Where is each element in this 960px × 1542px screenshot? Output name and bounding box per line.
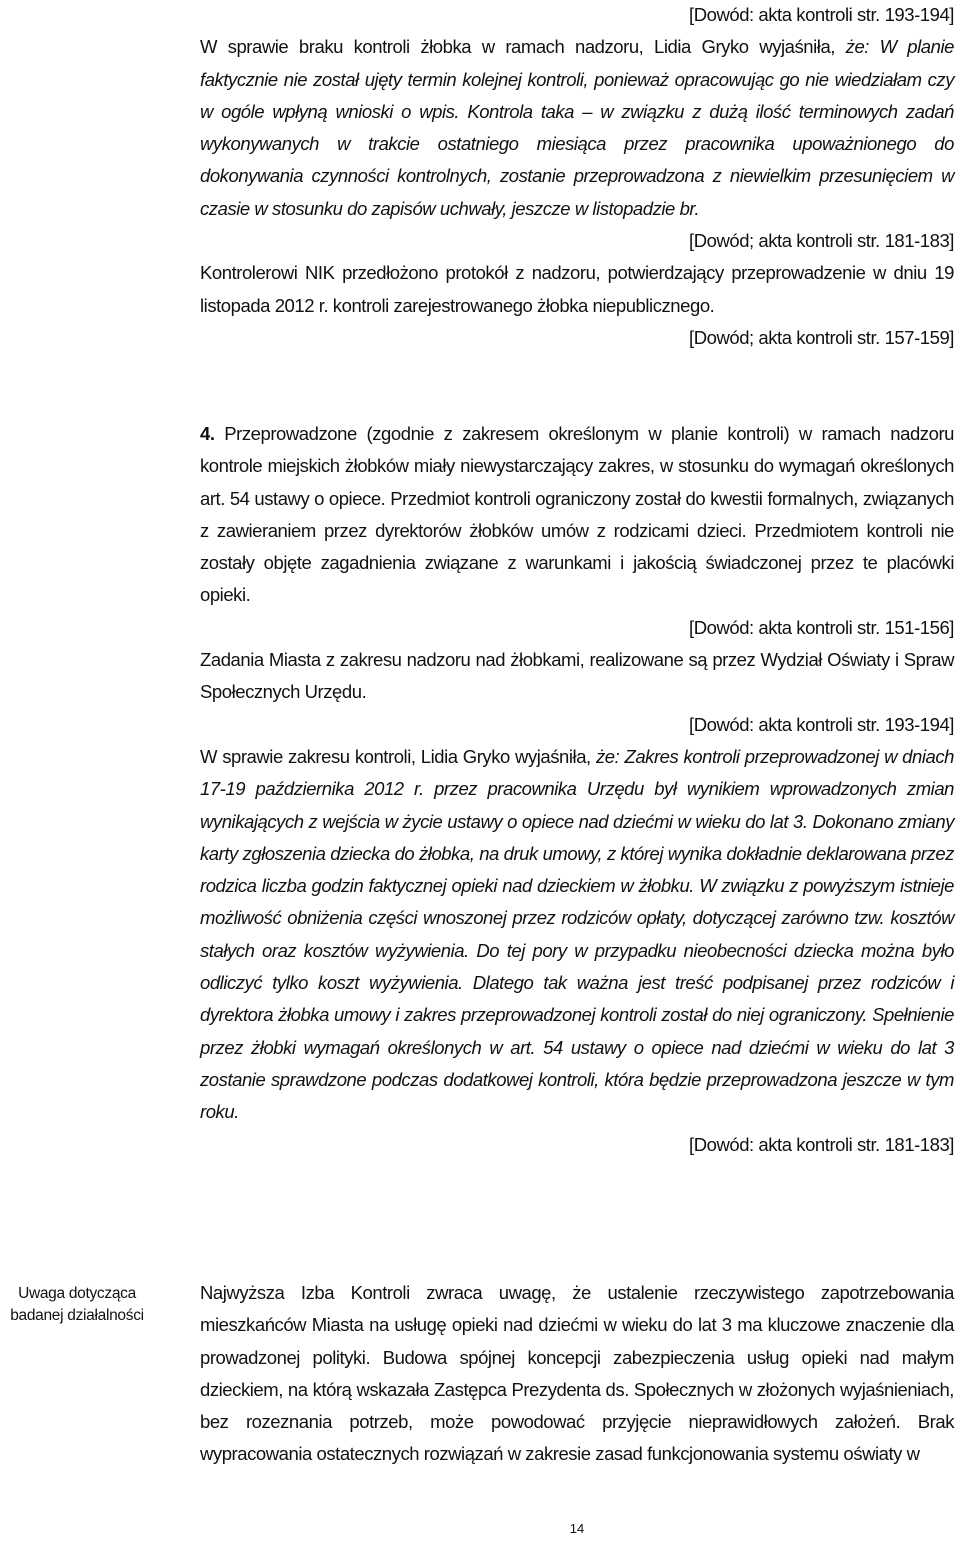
protocol-paragraph: Kontrolerowi NIK przedłożono protokół z nadzoru, potwierdzający przeprowadzenie w dniu 19 listopada 2012 r. kontroli zarejestrowanego żłobka niepublicznego. (200, 262, 954, 316)
explanation-intro: W sprawie braku kontroli żłobka w ramach nadzoru, Lidia Gryko wyjaśniła, (200, 36, 846, 58)
evidence-reference: [Dowód: akta kontroli str. 181-183] (689, 1133, 954, 1155)
explanation-paragraph (200, 31, 954, 225)
finding-number: 4. (200, 423, 215, 444)
explanation-quote: że: W planie faktycznie nie został ujęty termin kolejnej kontroli, ponieważ opracowując go nie wiedziałam czy w ogóle wpłyną wnioski o wpis. Kontrola taka – w związku z dużą ilość terminowych zadań wykonywanych w trakcie ostatniego miesiąca przez pracownika upoważnionego do dokonywania czynności kontrolnych, zostanie przeprowadzona z niewielkim przesunięciem w czasie w stosunku do zapisów uchwały, jeszcze w listopadzie br. (200, 36, 954, 219)
evidence-reference: [Dowód: akta kontroli str. 193-194] (689, 4, 954, 25)
finding-paragraph (200, 418, 954, 612)
scope-explanation-intro: W sprawie zakresu kontroli, Lidia Gryko wyjaśniła, (200, 745, 596, 767)
finding-text: Przeprowadzone (zgodnie z zakresem określonym w planie kontroli) w ramach nadzoru kontrole miejskich żłobków miały niewystarczający zakres, w stosunku do wymagań określonych art. 54 ustawy o opiece. Przedmiot kontroli ograniczony został do kwestii formalnych, związanych z zawieraniem przez dyrektorów żłobków umów z rodzicami dzieci. Przedmiotem kontroli nie zostały objęte zagadnienia związane z warunkami i jakością świadczonej przez te placówki opieki. (200, 423, 954, 606)
section-nadzor-explanation (200, 0, 954, 354)
evidence-reference: [Dowód: akta kontroli str. 193-194] (689, 713, 954, 735)
scope-explanation-paragraph (200, 741, 954, 1129)
remark-paragraph: Najwyższa Izba Kontroli zwraca uwagę, że ustalenie rzeczywistego zapotrzebowania mieszkańców Miasta na usługę opieki nad dziećmi w wieku do lat 3 ma kluczowe znaczenie dla prowadzonej polityki. Budowa spójnej koncepcji zabezpieczenia usług opieki nad małym dzieckiem, na którą wskazała Zastępca Prezydenta ds. Społecznych w złożonych wyjaśnieniach, bez rozeznania potrzeb, może powodować przyjęcie nieprawidłowych założeń. Brak wypracowania ostatecznych rozwiązań w zakresie zasad funkcjonowania systemu oświaty w (200, 1282, 954, 1465)
page-number: 14 (569, 1521, 585, 1536)
evidence-reference: [Dowód: akta kontroli str. 151-156] (689, 616, 954, 638)
evidence-reference: [Dowód; akta kontroli str. 157-159] (689, 326, 954, 348)
section-remark (200, 1277, 954, 1471)
scope-explanation-quote: że: Zakres kontroli przeprowadzonej w dniach 17-19 października 2012 r. przez pracownika Urzędu był wynikiem wprowadzonych zmian wynikających z wejścia w życie ustawy o opiece nad dziećmi w wieku do lat 3. Dokonano zmiany karty zgłoszenia dziecka do żłobka, na druk umowy, z której wynika dokładnie deklarowana przez rodzica liczba godzin faktycznej opieki nad dzieckiem w żłobku. W związku z powyższym istnieje możliwość obniżenia części wnoszonej przez rodziców opłaty, dotyczącej zarówno tzw. kosztów stałych oraz kosztów wyżywienia. Do tej pory w przypadku nieobecności dziecka można było odliczyć tylko koszt wyżywienia. Dlatego tak ważna jest treść podpisanej przez rodziców i dyrektora żłobka umowy i zakres przeprowadzonej kontroli został do niej ograniczony. Spełnienie przez żłobki wymagań określonych w art. 54 ustawy o opiece nad dziećmi w wieku do lat 3 zostanie sprawdzone podczas dodatkowej kontroli, która będzie przeprowadzona jeszcze w tym roku. (200, 745, 954, 1123)
responsibility-paragraph: Zadania Miasta z zakresu nadzoru nad żłobkami, realizowane są przez Wydział Oświaty i Spraw Społecznych Urzędu. (200, 649, 954, 703)
section-finding-4 (200, 418, 954, 1161)
margin-note-label: Uwaga dotycząca badanej działalności (10, 1285, 144, 1324)
evidence-reference: [Dowód; akta kontroli str. 181-183] (689, 230, 954, 252)
